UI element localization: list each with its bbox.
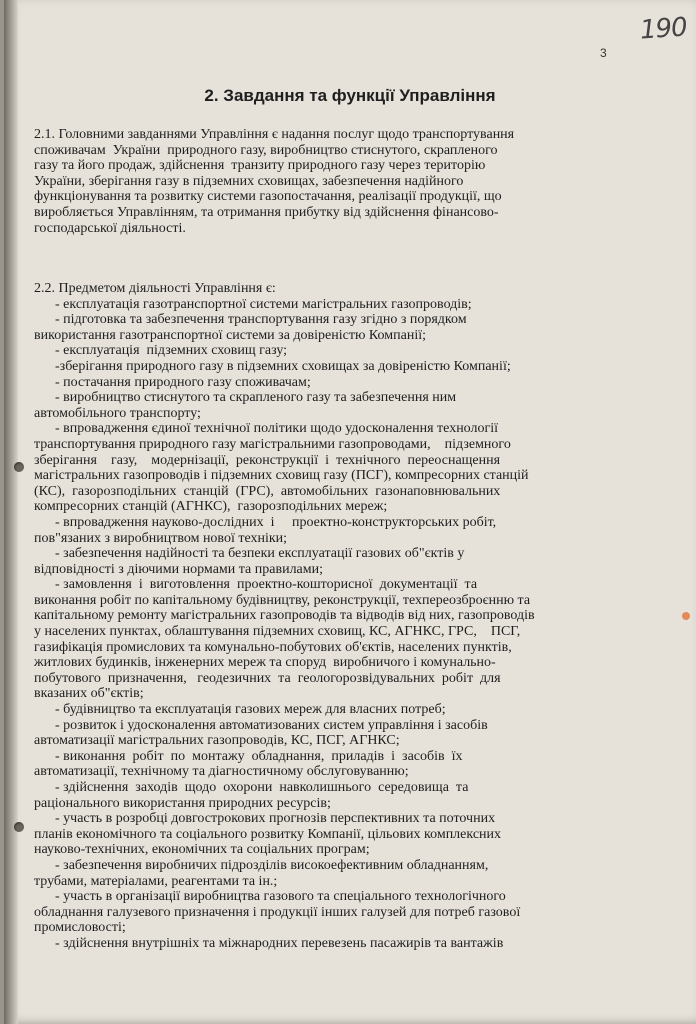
text-line: виробляється Управлінням, та отримання прибутку від здійснення фінансово- — [34, 204, 499, 220]
text-line: - постачання природного газу споживачам; — [34, 374, 311, 390]
text-line: 2.1. Головними завданнями Управління є надання послуг щодо транспортування — [34, 127, 515, 142]
archive-page-number: 190 — [639, 12, 688, 46]
binder-hole — [14, 462, 24, 472]
text-line: - участь в розробці довгострокових прогнозів перспективних та поточних — [34, 811, 496, 827]
text-line: - експлуатація газотранспортної системи магістральних газопроводів; — [34, 296, 472, 312]
text-line: використання газотранспортної системи за довіреністю Компанії; — [34, 327, 427, 343]
text-line: автомобільного транспорту; — [34, 405, 201, 421]
text-line: - виробництво стиснутого та скрапленого газу та забезпечення ним — [34, 390, 457, 406]
text-line: функціонування та розвитку системи газопостачання, реалізації продукції, що — [34, 189, 502, 205]
text-line: газифікація промислових та комунально-побутових об'єктів, населених пунктів, — [34, 639, 512, 655]
text-line: капітальному ремонту магістральних газопроводів та відводів від них, газопроводів — [34, 608, 535, 624]
text-line: - здійснення внутрішніх та міжнародних перевезень пасажирів та вантажів — [34, 935, 504, 951]
binder-hole — [14, 822, 24, 832]
text-line: магістральних газопроводів і підземних сховищ газу (ПСГ), компресорних станцій — [34, 468, 529, 484]
text-line: споживачам України природного газу, виробництво стиснутого, скрапленого — [34, 142, 498, 158]
text-line: - розвиток і удосконалення автоматизованих систем управління і засобів — [34, 717, 488, 733]
text-line: - забезпечення виробничих підрозділів високоефективним обладнанням, — [34, 857, 489, 873]
text-line: 2.2. Предметом діяльності Управління є: — [34, 281, 276, 296]
text-line: - впровадження науково-дослідних і проектно-конструкторських робіт, — [34, 514, 497, 530]
text-line: транспортування природного газу магістральними газопроводами, підземного — [34, 436, 511, 452]
text-line: планів економічного та соціального розвитку Компанії, цільових комплексних — [34, 826, 502, 842]
text-line: господарської діяльності. — [34, 220, 186, 236]
text-line: - забезпечення надійності та безпеки експлуатації газових об"єктів у — [34, 546, 465, 562]
text-line: вказаних об"єктів; — [34, 686, 144, 702]
section-2-2-list — [34, 281, 624, 952]
text-line: житлових будинків, інженерних мереж та споруд виробничого і комунально- — [34, 655, 496, 671]
text-line: - замовлення і виготовлення проектно-кошторисної документації та — [34, 577, 478, 593]
text-line: раціонального використання природних ресурсів; — [34, 795, 331, 811]
text-line: обладнання галузевого призначення і продукції інших галузей для потреб газової — [34, 904, 521, 920]
text-line: -зберігання природного газу в підземних сховищах за довіреністю Компанії; — [34, 358, 511, 374]
document-page — [4, 0, 696, 1024]
text-line: автоматизації, технічному та діагностичному обслуговуванню; — [34, 764, 409, 780]
text-line: виконання робіт по капітальному будівництву, реконструкції, техпереозброєнню та — [34, 592, 531, 608]
text-line: пов"язаних з виробництвом нової техніки; — [34, 530, 288, 546]
text-line: науково-технічних, економічних та соціальних програм; — [34, 842, 370, 858]
section-2-1-paragraph — [34, 127, 624, 236]
text-line: газу та його продаж, здійснення транзиту природного газу через територію — [34, 158, 486, 174]
ink-mark — [682, 612, 690, 620]
text-line: промисловості; — [34, 920, 126, 936]
text-line: України, зберігання газу в підземних сховищах, забезпечення надійного — [34, 173, 464, 189]
text-line: зберігання газу, модернізації, реконструкції і технічного переоснащення — [34, 452, 501, 468]
page-number: 3 — [600, 46, 607, 60]
text-line: (КС), газорозподільних станцій (ГРС), автомобільних газонаповнювальних — [34, 483, 501, 499]
text-line: - будівництво та експлуатація газових мереж для власних потреб; — [34, 702, 446, 718]
text-line: - підготовка та забезпечення транспортування газу згідно з порядком — [34, 312, 467, 328]
text-line: відповідності з діючими нормами та правилами; — [34, 561, 324, 577]
text-line: у населених пунктах, облаштування підземних сховищ, КС, АГНКС, ГРС, ПСГ, — [34, 624, 521, 640]
section-heading: 2. Завдання та функції Управління — [204, 86, 496, 105]
text-line: - експлуатація підземних сховищ газу; — [34, 343, 288, 359]
text-line: - виконання робіт по монтажу обладнання, приладів і засобів їх — [34, 748, 463, 764]
text-line: - здійснення заходів щодо охорони навколишнього середовища та — [34, 780, 469, 795]
text-line: компресорних станцій (АГНКС), газорозподільних мереж; — [34, 499, 388, 515]
text-line: - впровадження єдиної технічної політики щодо удосконалення технології — [34, 421, 499, 437]
binding-edge — [4, 0, 18, 1024]
text-line: автоматизації магістральних газопроводів, КС, ПСГ, АГНКС; — [34, 733, 400, 749]
text-line: - участь в організації виробництва газового та спеціального технологічного — [34, 889, 506, 905]
text-line: побутового призначення, геодезичних та геологорозвідувальних робіт для — [34, 670, 501, 686]
text-line: трубами, матеріалами, реагентами та ін.; — [34, 873, 278, 889]
